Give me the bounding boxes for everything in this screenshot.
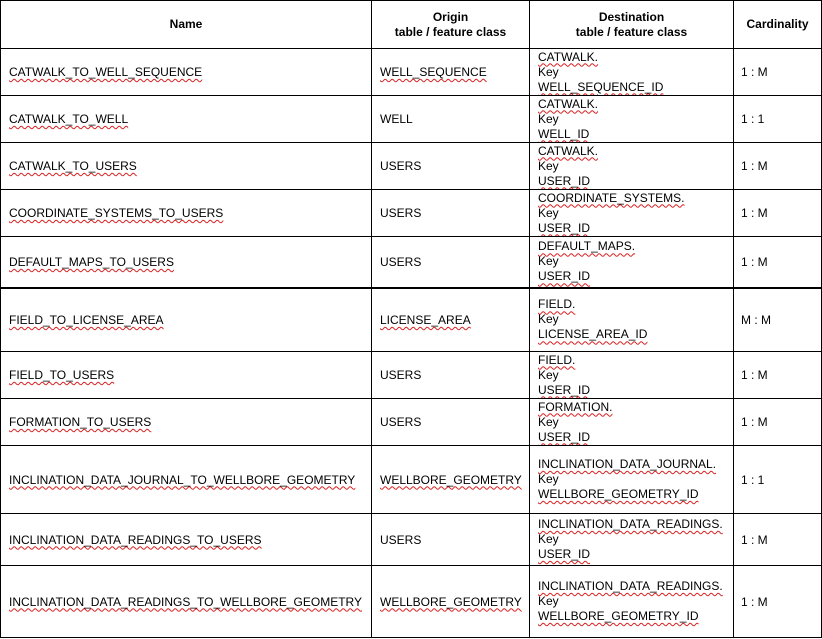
destination-key-label: Key (538, 111, 559, 126)
destination-cell (530, 190, 734, 237)
destination-key-field: WELLBORE_GEOMETRY_ID (538, 487, 699, 501)
origin-cell (372, 143, 530, 190)
destination-cell (530, 237, 734, 288)
destination-cell (530, 288, 734, 352)
origin-table: WELL (380, 112, 413, 126)
destination-key-field: USER_ID (538, 173, 591, 188)
table-row (1, 514, 822, 566)
relationship-name: INCLINATION_DATA_READINGS_TO_USERS (9, 532, 262, 547)
destination-cell (530, 49, 734, 96)
destination-table: COORDINATE_SYSTEMS. (538, 190, 685, 205)
cardinality-value: 1 : M (741, 254, 768, 269)
cardinality-value: 1 : M (741, 594, 768, 609)
table-row (1, 49, 822, 96)
origin-cell (372, 514, 530, 566)
origin-cell (372, 96, 530, 143)
cardinality-cell (734, 514, 822, 566)
relationship-name: FIELD_TO_USERS (9, 368, 115, 382)
cardinality-cell (734, 96, 822, 143)
destination-cell (530, 96, 734, 143)
relationship-name: FIELD_TO_LICENSE_AREA (9, 312, 164, 327)
origin-table: USERS (380, 206, 422, 220)
header-destination-line1: Destination (598, 9, 665, 24)
relationship-name: INCLINATION_DATA_READINGS_TO_WELLBORE_GEOMETRY (9, 594, 362, 609)
cardinality-cell (734, 446, 822, 514)
header-destination-line2: table / feature class (575, 24, 688, 39)
destination-key-field: LICENSE_AREA_ID (538, 327, 648, 342)
header-destination (530, 1, 734, 49)
destination-table: FORMATION. (538, 399, 613, 414)
origin-cell (372, 288, 530, 352)
table-row (1, 399, 822, 446)
cardinality-cell (734, 399, 822, 446)
relationship-name: COORDINATE_SYSTEMS_TO_USERS (9, 206, 224, 220)
origin-table: USERS (380, 415, 422, 429)
origin-table: WELLBORE_GEOMETRY (380, 472, 522, 487)
origin-cell (372, 399, 530, 446)
destination-key-field: WELLBORE_GEOMETRY_ID (538, 609, 699, 623)
origin-table: USERS (380, 254, 422, 269)
origin-table: WELLBORE_GEOMETRY (380, 594, 522, 609)
cardinality-cell (734, 237, 822, 288)
destination-key-label: Key (538, 367, 559, 382)
header-origin-line1: Origin (432, 9, 469, 24)
header-origin (372, 1, 530, 49)
table-row (1, 566, 822, 638)
origin-table: LICENSE_AREA (380, 312, 471, 327)
relationship-name-cell (1, 566, 372, 638)
destination-table: CATWALK. (538, 49, 599, 64)
relationship-name-cell (1, 352, 372, 399)
cardinality-value: 1 : 1 (741, 112, 765, 126)
destination-key-label: Key (538, 472, 559, 486)
destination-key-label: Key (538, 254, 559, 269)
header-name: Name (1, 1, 372, 49)
cardinality-cell (734, 49, 822, 96)
table-row (1, 190, 822, 237)
destination-key-label: Key (538, 532, 559, 546)
origin-table: WELL_SEQUENCE (380, 65, 487, 79)
destination-table: FIELD. (538, 297, 576, 312)
origin-cell (372, 237, 530, 288)
destination-key-field: WELL_SEQUENCE_ID (538, 79, 664, 94)
destination-table: INCLINATION_DATA_JOURNAL. (538, 457, 717, 471)
cardinality-value: 1 : M (741, 159, 768, 173)
cardinality-cell (734, 190, 822, 237)
destination-key-field: USER_ID (538, 220, 591, 235)
destination-key-label: Key (538, 414, 559, 429)
cardinality-value: 1 : M (741, 415, 768, 429)
relationship-name-cell (1, 49, 372, 96)
destination-cell (530, 514, 734, 566)
relationship-name: CATWALK_TO_WELL_SEQUENCE (9, 65, 203, 79)
destination-cell (530, 566, 734, 638)
origin-table: USERS (380, 159, 422, 173)
table-row (1, 143, 822, 190)
destination-cell (530, 352, 734, 399)
origin-table: USERS (380, 532, 422, 547)
destination-cell (530, 399, 734, 446)
destination-table: INCLINATION_DATA_READINGS. (538, 579, 723, 593)
origin-table: USERS (380, 368, 422, 382)
relationship-name-cell (1, 514, 372, 566)
destination-key-label: Key (538, 158, 559, 173)
relationship-name-cell (1, 237, 372, 288)
destination-key-field: USER_ID (538, 429, 591, 444)
relationship-name-cell (1, 190, 372, 237)
cardinality-value: 1 : M (741, 532, 768, 547)
cardinality-value: 1 : M (741, 65, 768, 79)
cardinality-cell (734, 288, 822, 352)
relationship-name-cell (1, 143, 372, 190)
destination-key-label: Key (538, 594, 559, 608)
relationship-name: INCLINATION_DATA_JOURNAL_TO_WELLBORE_GEOMETRY (9, 472, 356, 487)
destination-key-label: Key (538, 64, 559, 79)
cardinality-value: 1 : M (741, 206, 768, 220)
table-row (1, 237, 822, 288)
cardinality-cell (734, 566, 822, 638)
cardinality-value: M : M (741, 312, 771, 327)
origin-cell (372, 190, 530, 237)
destination-key-label: Key (538, 312, 559, 327)
destination-key-field: WELL_ID (538, 126, 590, 141)
origin-cell (372, 352, 530, 399)
relationship-name-cell (1, 399, 372, 446)
destination-key-field: USER_ID (538, 269, 591, 284)
header-row (1, 1, 822, 49)
destination-cell (530, 446, 734, 514)
destination-table: INCLINATION_DATA_READINGS. (538, 517, 723, 531)
destination-key-field: USER_ID (538, 382, 591, 397)
destination-key-field: USER_ID (538, 547, 591, 561)
table-row (1, 446, 822, 514)
destination-table: FIELD. (538, 352, 576, 367)
table-row (1, 352, 822, 399)
destination-table: DEFAULT_MAPS. (538, 239, 636, 254)
cardinality-value: 1 : 1 (741, 472, 765, 487)
cardinality-value: 1 : M (741, 368, 768, 382)
origin-cell (372, 49, 530, 96)
table-row (1, 96, 822, 143)
relationship-name-cell (1, 288, 372, 352)
relationship-name: FORMATION_TO_USERS (9, 415, 152, 429)
relationship-name: CATWALK_TO_WELL (9, 112, 129, 126)
origin-cell (372, 446, 530, 514)
header-origin-line2: table / feature class (394, 24, 507, 39)
table-row (1, 288, 822, 352)
destination-table: CATWALK. (538, 143, 599, 158)
cardinality-cell (734, 143, 822, 190)
origin-cell (372, 566, 530, 638)
destination-key-label: Key (538, 205, 559, 220)
relationship-name-cell (1, 96, 372, 143)
destination-cell (530, 143, 734, 190)
relationship-name: CATWALK_TO_USERS (9, 159, 137, 173)
relationship-name: DEFAULT_MAPS_TO_USERS (9, 254, 174, 269)
relationship-name-cell (1, 446, 372, 514)
cardinality-cell (734, 352, 822, 399)
destination-table: CATWALK. (538, 96, 599, 111)
header-cardinality: Cardinality (734, 1, 822, 49)
